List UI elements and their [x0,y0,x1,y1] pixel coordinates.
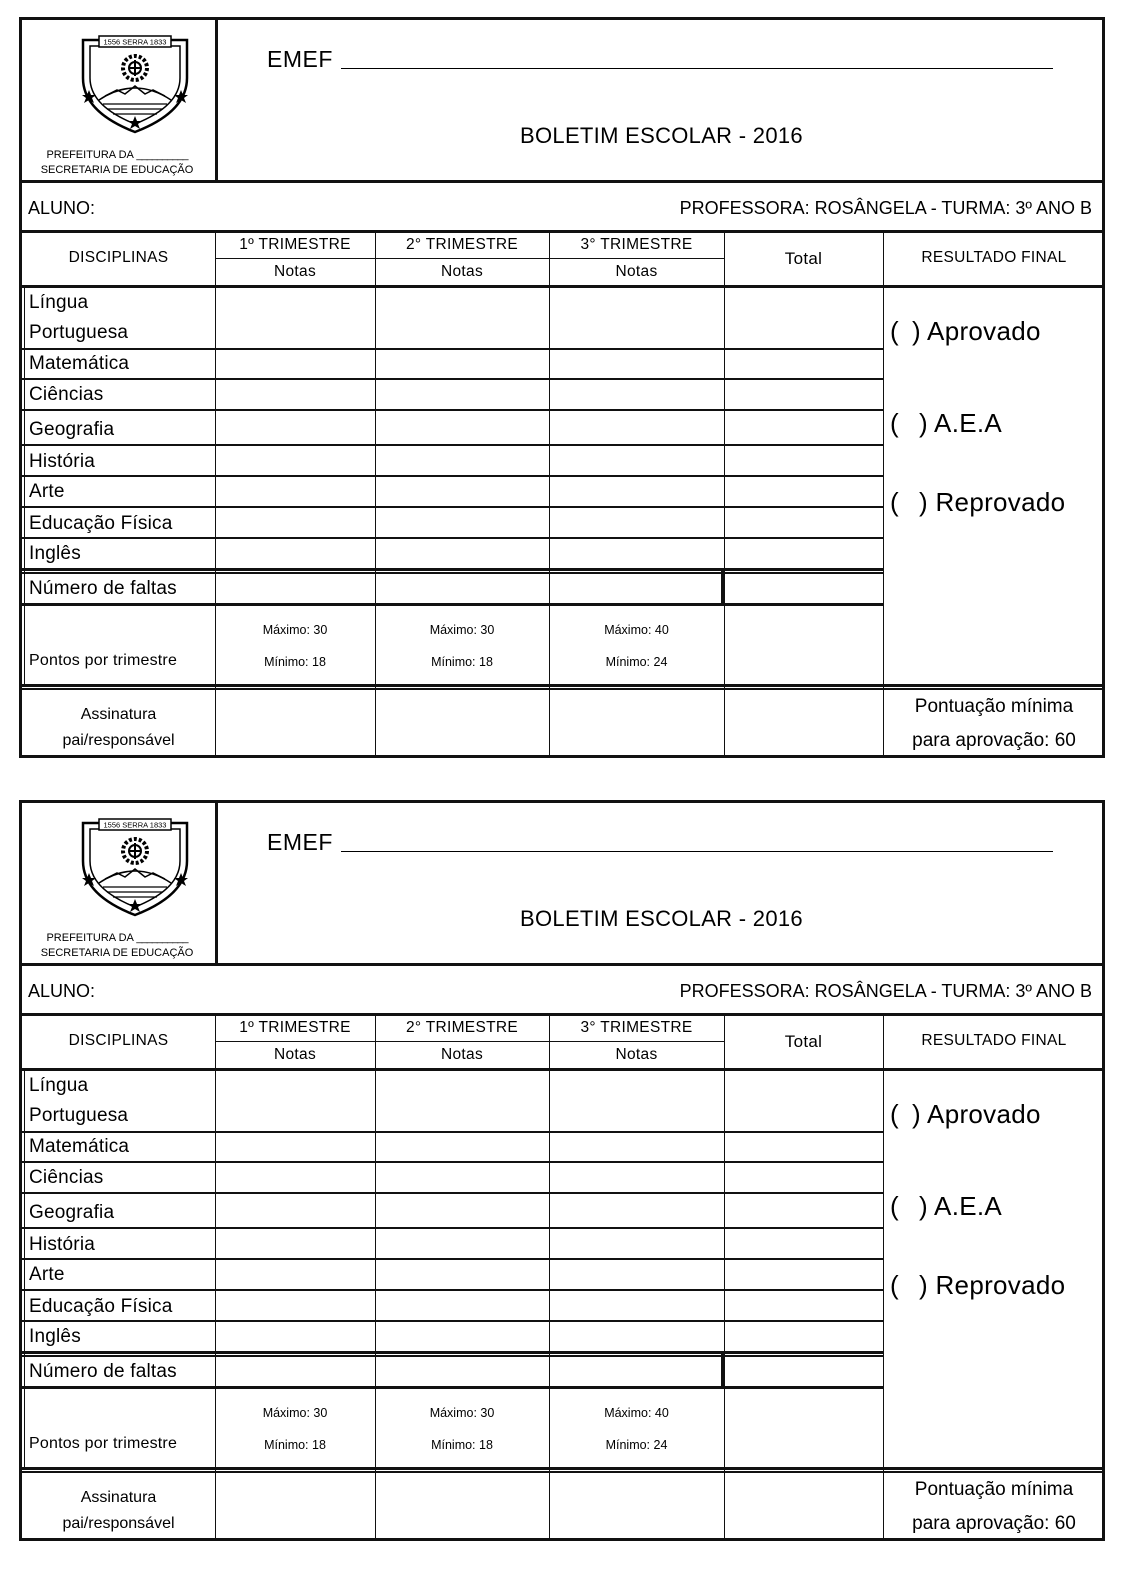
result-reprovado[interactable] [890,487,1065,518]
col-disciplinas: DISCIPLINAS [68,249,169,266]
report-card-2 [19,800,1105,1541]
col-trimestre-3-notas: Notas [615,263,658,280]
subject-ciencias: Ciências [29,384,104,405]
rule-row-2 [22,378,883,380]
prefeitura-text: PREFEITURA DA [46,932,134,944]
rule-row-3 [22,409,883,411]
pontuacao-line-1: Pontuação mínima [914,696,1074,717]
result-aea-paren: ( [890,1191,899,1221]
col-trimestre-1: 1º TRIMESTRE [239,236,351,253]
pontos-t1-min: Mínimo: 18 [264,1438,326,1452]
result-aprovado-paren: ( [890,316,899,346]
rule-pontos-bottom [22,1467,1105,1470]
report-card-1 [19,17,1105,758]
result-aea[interactable] [890,1191,1002,1222]
subject-matematica: Matemática [29,353,130,374]
pontos-t2-min: Mínimo: 18 [431,655,493,669]
result-aprovado-label: ) Aprovado [912,316,1041,346]
pontos-t3-max: Máximo: 40 [604,1406,669,1420]
rule-student-bottom [22,230,1105,233]
subject-historia: História [29,451,96,472]
left-inner-rule [24,285,25,685]
assinatura-line-1: Assinatura [80,1489,157,1506]
result-reprovado-label: ) Reprovado [919,1270,1066,1300]
col-rule-3 [549,231,550,758]
pontuacao-minima [883,1473,1105,1541]
rule-row-3 [22,1192,883,1194]
assinatura-line-2: pai/responsável [62,1515,175,1532]
subject-matematica: Matemática [29,1136,130,1157]
teacher-class-info: PROFESSORA: ROSÂNGELA - TURMA: 3º ANO B [679,198,1092,218]
faltas-box-rule [721,1353,724,1388]
result-aea-label: ) A.E.A [919,408,1003,438]
col-rule-4 [724,231,725,758]
secretaria-text: SECRETARIA DE EDUCAÇÃO [40,947,194,959]
assinatura-line-2: pai/responsável [62,732,175,749]
result-aea[interactable] [890,408,1002,439]
col-trimestre-1-notas: Notas [274,263,316,280]
student-label: ALUNO: [28,981,96,1001]
assinatura-label [22,702,215,754]
col-resultado-final: RESULTADO FINAL [921,249,1067,266]
rule-row-5 [22,475,883,477]
col-disciplinas: DISCIPLINAS [68,1032,169,1049]
pontos-t2-min: Mínimo: 18 [431,1438,493,1452]
crest-banner-text: 1556 SERRA 1833 [103,37,167,47]
col-resultado-final: RESULTADO FINAL [921,1032,1067,1049]
school-name-blank[interactable] [341,851,1053,852]
result-reprovado-label: ) Reprovado [919,487,1066,517]
rule-row-1 [22,1131,883,1133]
pontos-t2-max: Máximo: 30 [429,1406,495,1420]
subject-ingles: Inglês [29,1326,81,1347]
subject-historia: História [29,1234,96,1255]
rule-trimestre-sub [215,1041,724,1042]
col-trimestre-1-notas: Notas [274,1046,316,1063]
pontos-t1-max: Máximo: 30 [262,623,328,637]
subject-lingua-portuguesa: Língua Portuguesa [29,1075,129,1126]
report-title: BOLETIM ESCOLAR - 2016 [520,123,803,148]
col-total: Total [784,249,823,268]
col-trimestre-3-notas: Notas [615,1046,658,1063]
school-label: EMEF [267,829,333,855]
col-trimestre-2: 2° TRIMESTRE [405,1019,518,1036]
subject-arte: Arte [29,1264,65,1285]
left-inner-rule [24,1068,25,1468]
pontos-t3-max: Máximo: 40 [604,623,669,637]
pontos-label: Pontos por trimestre [29,1435,178,1452]
pontuacao-line-2: para aprovação: 60 [912,1513,1076,1534]
col-rule-2 [375,1014,376,1541]
subject-ingles: Inglês [29,543,81,564]
faltas-label: Número de faltas [29,578,177,599]
pontuacao-line-2: para aprovação: 60 [912,730,1076,751]
col-trimestre-1: 1º TRIMESTRE [239,1019,351,1036]
subject-arte: Arte [29,481,65,502]
rule-row-4 [22,444,883,446]
subject-geografia: Geografia [29,419,115,440]
subject-geografia: Geografia [29,1202,115,1223]
subject-educacao-fisica: Educação Física [29,513,173,534]
prefeitura-text: PREFEITURA DA [46,149,134,161]
result-reprovado[interactable] [890,1270,1065,1301]
pontos-t1-max: Máximo: 30 [262,1406,328,1420]
rule-pontos-inner [22,688,1105,690]
col-trimestre-3: 3° TRIMESTRE [580,1019,693,1036]
col-trimestre-3: 3° TRIMESTRE [580,236,693,253]
municipality-label: PREFEITURA DA __________ SECRETARIA DE EDUCAÇÃO [28,148,206,178]
pontos-t3-min: Mínimo: 24 [605,1438,668,1452]
school-name-field [267,46,1053,73]
school-name-field [267,829,1053,856]
rule-student-bottom [22,1013,1105,1016]
rule-row-6 [22,1289,883,1291]
school-name-blank[interactable] [341,68,1053,69]
secretaria-text: SECRETARIA DE EDUCAÇÃO [40,164,194,176]
pontos-label: Pontos por trimestre [29,652,178,669]
result-aprovado[interactable] [890,1099,1041,1130]
col-trimestre-2-notas: Notas [441,1046,483,1063]
result-aprovado-label: ) Aprovado [912,1099,1041,1129]
col-rule-4 [724,1014,725,1541]
col-rule-5 [883,231,884,758]
municipal-crest-logo [77,817,193,917]
rule-header-bottom [22,180,1105,183]
header-divider [215,20,218,181]
municipality-label: PREFEITURA DA __________ SECRETARIA DE EDUCAÇÃO [28,931,206,961]
report-title: BOLETIM ESCOLAR - 2016 [520,906,803,931]
rule-header-bottom [22,963,1105,966]
rule-faltas-bottom [22,1386,883,1389]
pontuacao-minima [883,690,1105,758]
rule-row-7 [22,1320,883,1322]
col-rule-2 [375,231,376,758]
pontos-t3-min: Mínimo: 24 [605,655,668,669]
rule-faltas-inner [22,572,883,574]
subject-ciencias: Ciências [29,1167,104,1188]
rule-row-7 [22,537,883,539]
result-aprovado-paren: ( [890,1099,899,1129]
faltas-label: Número de faltas [29,1361,177,1382]
result-aea-label: ) A.E.A [919,1191,1003,1221]
rule-row-8 [22,568,883,571]
rule-pontos-bottom [22,684,1105,687]
school-label: EMEF [267,46,333,72]
assinatura-line-1: Assinatura [80,706,157,723]
teacher-class-info: PROFESSORA: ROSÂNGELA - TURMA: 3º ANO B [679,981,1092,1001]
rule-faltas-inner [22,1355,883,1357]
assinatura-label [22,1485,215,1537]
result-aea-paren: ( [890,408,899,438]
rule-table-head-bottom [22,1068,1105,1071]
rule-pontos-inner [22,1471,1105,1473]
student-label: ALUNO: [28,198,96,218]
municipal-crest-logo [77,34,193,134]
rule-trimestre-sub [215,258,724,259]
rule-row-6 [22,506,883,508]
result-reprovado-paren: ( [890,487,899,517]
header-divider [215,803,218,964]
rule-row-4 [22,1227,883,1229]
col-trimestre-2-notas: Notas [441,263,483,280]
col-trimestre-2: 2° TRIMESTRE [405,236,518,253]
rule-row-2 [22,1161,883,1163]
rule-row-1 [22,348,883,350]
pontos-t2-max: Máximo: 30 [429,623,495,637]
result-reprovado-paren: ( [890,1270,899,1300]
col-rule-3 [549,1014,550,1541]
col-rule-5 [883,1014,884,1541]
subject-lingua-portuguesa: Língua Portuguesa [29,292,129,343]
rule-faltas-bottom [22,603,883,606]
col-rule-1 [215,231,216,758]
faltas-box-rule [721,570,724,605]
col-total: Total [784,1032,823,1051]
crest-banner-text: 1556 SERRA 1833 [103,820,167,830]
rule-table-head-bottom [22,285,1105,288]
pontos-t1-min: Mínimo: 18 [264,655,326,669]
subject-educacao-fisica: Educação Física [29,1296,173,1317]
rule-row-8 [22,1351,883,1354]
pontuacao-line-1: Pontuação mínima [914,1479,1074,1500]
result-aprovado[interactable] [890,316,1041,347]
col-rule-1 [215,1014,216,1541]
rule-row-5 [22,1258,883,1260]
